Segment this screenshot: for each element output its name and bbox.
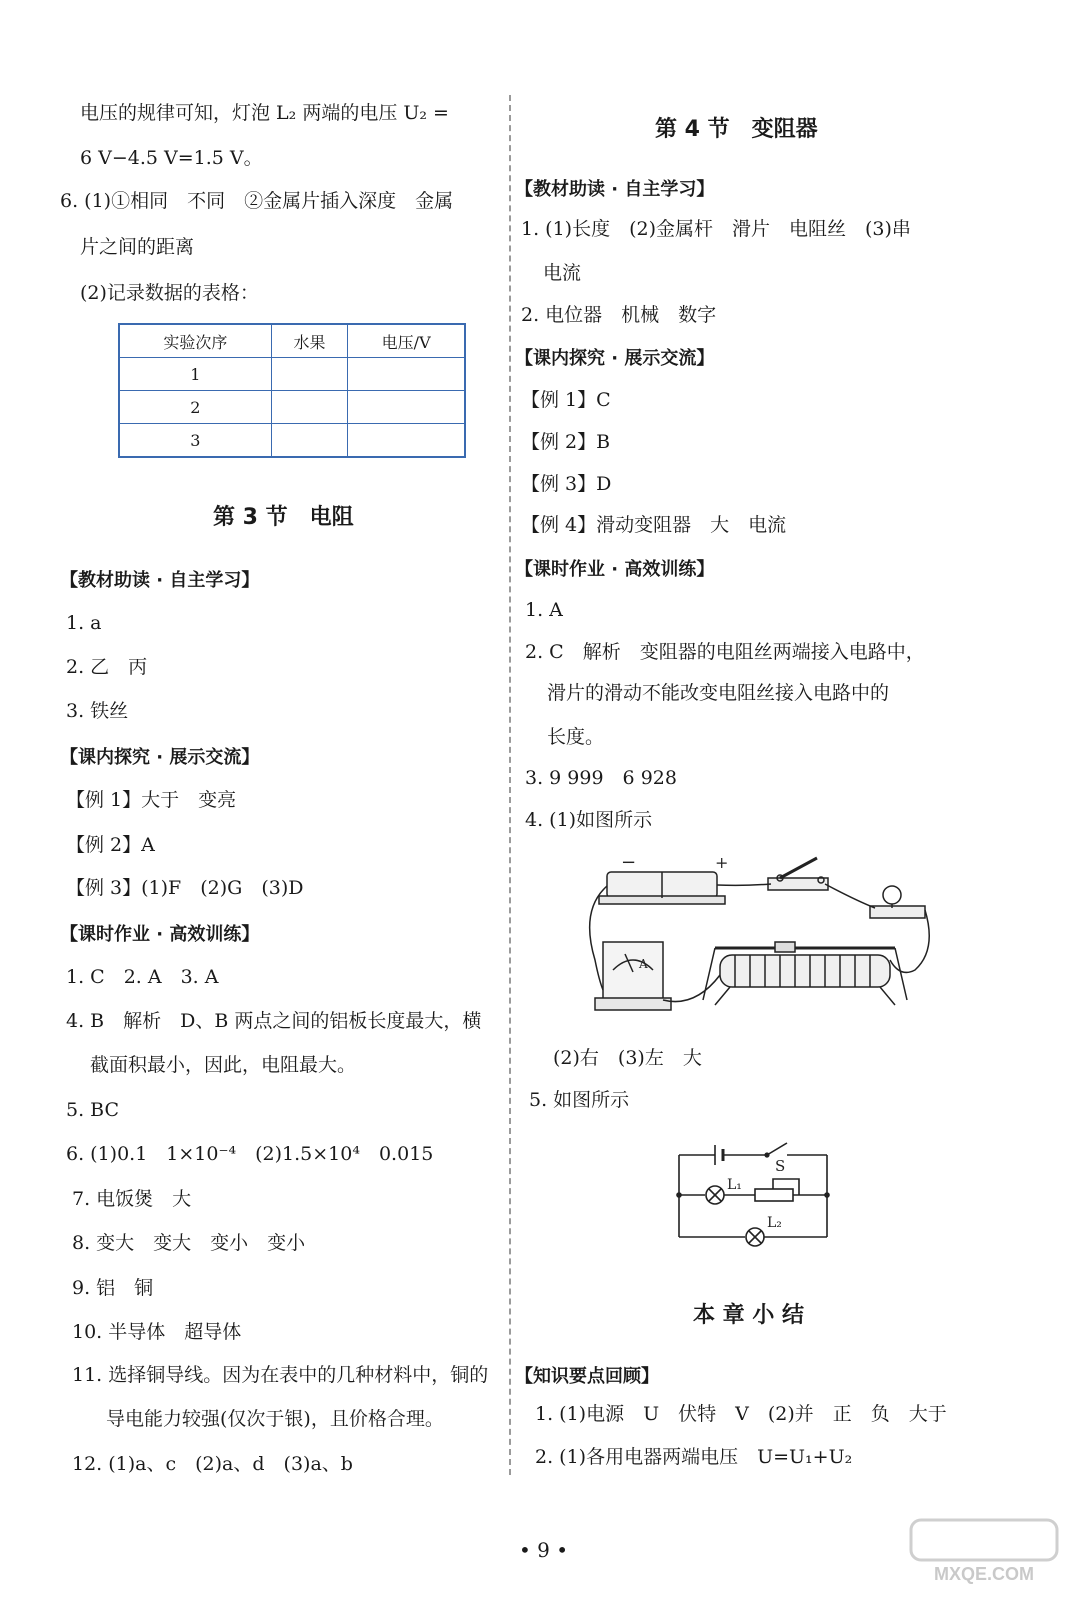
answer-line: 2. 电位器 机械 数字 xyxy=(521,304,717,326)
answer-line: 【例 3】D xyxy=(521,473,612,495)
column-divider xyxy=(509,95,511,1475)
answer-line: 8. 变大 变大 变小 变小 xyxy=(72,1232,306,1254)
circuit-apparatus-figure xyxy=(585,850,935,1020)
answer-line: 截面积最小，因此，电阻最大。 xyxy=(90,1054,357,1076)
answer-line: 1. C 2. A 3. A xyxy=(66,966,219,988)
section-title: 本 章 小 结 xyxy=(693,1303,804,1328)
answer-line: 12. (1)a、c (2)a、d (3)a、b xyxy=(72,1453,353,1475)
section-header: 【知识要点回顾】 xyxy=(515,1366,659,1387)
answer-line: 3. 9 999 6 928 xyxy=(525,767,677,789)
table-cell xyxy=(271,391,348,424)
text-line: 片之间的距离 xyxy=(80,236,195,258)
table-cell xyxy=(271,358,348,391)
watermark-text: MXQE.COM xyxy=(933,1564,1035,1584)
section-header: 【教材助读 · 自主学习】 xyxy=(60,570,260,591)
answer-line: 长度。 xyxy=(547,726,605,748)
table-header: 电压/V xyxy=(348,324,465,358)
answer-line: 1. A xyxy=(525,599,563,621)
answer-line: 滑片的滑动不能改变电阻丝接入电路中的 xyxy=(547,682,890,704)
answer-line: 【例 3】(1)F (2)G (3)D xyxy=(66,877,304,899)
minus-label: − xyxy=(621,852,637,873)
answer-line: 3. 铁丝 xyxy=(66,700,129,722)
switch-icon xyxy=(767,1143,787,1155)
text-line: 6. (1)①相同 不同 ②金属片插入深度 金属 xyxy=(60,190,454,212)
section-title: 第 4 节 变阻器 xyxy=(655,117,818,142)
text-line: 电压的规律可知，灯泡 L₂ 两端的电压 U₂ = xyxy=(80,102,449,124)
table-header: 水果 xyxy=(271,324,348,358)
table-cell: 2 xyxy=(119,391,271,424)
answer-line: 11. 选择铜导线。因为在表中的几种材料中，铜的 xyxy=(72,1364,489,1386)
table-header-row xyxy=(119,324,465,358)
answer-line: 【例 1】大于 变亮 xyxy=(66,789,237,811)
rheostat-icon xyxy=(720,955,890,987)
circuit-diagram-figure xyxy=(675,1135,835,1255)
answer-line: 10. 半导体 超导体 xyxy=(72,1321,242,1343)
section-header: 【课时作业 · 高效训练】 xyxy=(515,559,715,580)
answer-line: 2. C 解析 变阻器的电阻丝两端接入电路中， xyxy=(525,641,925,663)
table-cell xyxy=(348,358,465,391)
answer-line: 【例 2】B xyxy=(521,431,611,453)
text-line: 6 V−4.5 V=1.5 V。 xyxy=(80,147,263,169)
answer-line: 5. BC xyxy=(66,1099,120,1121)
answer-line: 电流 xyxy=(543,262,582,284)
bulb-icon xyxy=(870,906,925,918)
ammeter-label: A xyxy=(639,957,648,971)
section-header: 【课内探究 · 展示交流】 xyxy=(60,747,260,768)
answer-line: 4. B 解析 D、B 两点之间的铝板长度最大，横 xyxy=(66,1010,482,1032)
data-table xyxy=(118,323,466,458)
lamp2-label: L₂ xyxy=(767,1215,782,1231)
plus-label: + xyxy=(715,853,729,872)
table-cell xyxy=(348,391,465,424)
answer-line: 【例 2】A xyxy=(66,834,155,856)
answer-line: 5. 如图所示 xyxy=(529,1089,630,1111)
table-cell: 1 xyxy=(119,358,271,391)
lamp1-label: L₁ xyxy=(727,1177,742,1193)
answer-line: 7. 电饭煲 大 xyxy=(72,1188,192,1210)
table-row xyxy=(119,358,465,391)
answer-line: 1. (1)长度 (2)金属杆 滑片 电阻丝 (3)串 xyxy=(521,218,911,240)
answer-line: 2. (1)各用电器两端电压 U=U₁+U₂ xyxy=(535,1446,853,1468)
section-title: 第 3 节 电阻 xyxy=(213,505,354,530)
table-cell: 3 xyxy=(119,424,271,458)
table-cell xyxy=(271,424,348,458)
text-line: (2)记录数据的表格： xyxy=(80,282,259,304)
section-header: 【课内探究 · 展示交流】 xyxy=(515,348,715,369)
answer-line: 9. 铝 铜 xyxy=(72,1277,154,1299)
answer-line: 2. 乙 丙 xyxy=(66,656,148,678)
answer-line: 1. a xyxy=(66,612,102,634)
answer-line: 4. (1)如图所示 xyxy=(525,809,653,831)
section-header: 【教材助读 · 自主学习】 xyxy=(515,179,715,200)
answer-line: 【例 1】C xyxy=(521,389,611,411)
watermark-logo xyxy=(909,1516,1059,1586)
answer-line: 导电能力较强(仅次于银)，且价格合理。 xyxy=(106,1408,444,1430)
answer-line: 6. (1)0.1 1×10⁻⁴ (2)1.5×10⁴ 0.015 xyxy=(66,1143,434,1165)
table-cell xyxy=(348,424,465,458)
page-number: • 9 • xyxy=(518,1538,569,1562)
answer-line: 【例 4】滑动变阻器 大 电流 xyxy=(521,514,787,536)
answer-line: (2)右 (3)左 大 xyxy=(553,1047,702,1069)
table-row xyxy=(119,424,465,458)
rheostat-icon xyxy=(755,1189,793,1201)
section-header: 【课时作业 · 高效训练】 xyxy=(60,924,260,945)
answer-line: 1. (1)电源 U 伏特 V (2)并 正 负 大于 xyxy=(535,1403,947,1425)
switch-label: S xyxy=(775,1157,786,1175)
table-row xyxy=(119,391,465,424)
table-header: 实验次序 xyxy=(119,324,271,358)
